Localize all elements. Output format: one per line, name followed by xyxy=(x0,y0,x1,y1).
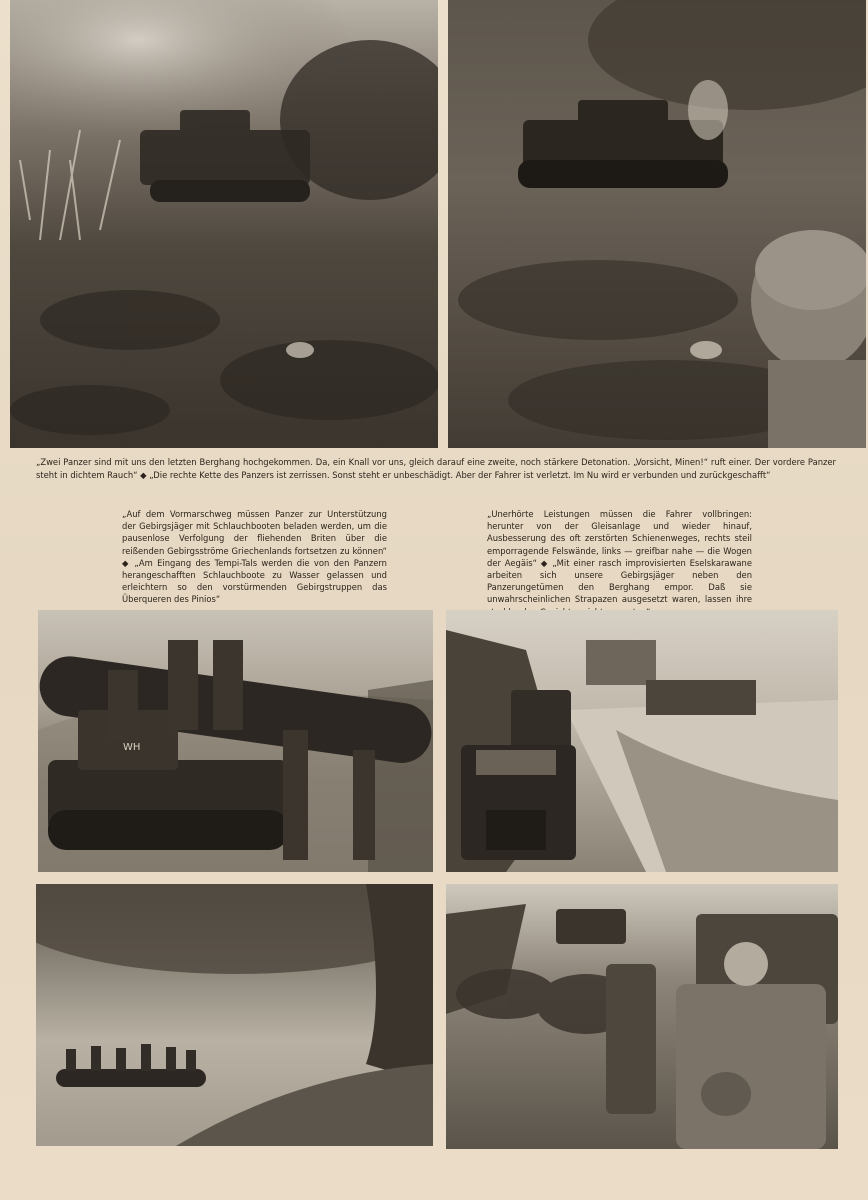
tank-marking: WH xyxy=(123,742,141,753)
photo-trucks-coast xyxy=(446,610,838,872)
photo-tank-smoke xyxy=(10,0,438,448)
photo-tank-boat xyxy=(38,610,433,872)
photo-river-boat xyxy=(36,884,433,1146)
photo-tank-damaged xyxy=(448,0,866,448)
photo-mule-caravan xyxy=(446,884,838,1149)
caption-left: „Auf dem Vormarschweg müssen Panzer zur Unterstützung der Gebirgsjäger mit Schlauchbooten beladen werden, um die pausenlose Verfolgung der fliehenden Briten über die reißenden Gebirgsströme Griechenlands fortsetzen zu können“ ◆ „Am Eingang des Tempi-Tals werden die von den Panzern herangeschafften Schlauchboote zu Wasser gelassen und erleichtern so den vorstürmenden Gebirgstruppen das Überqueren des Pinios“ xyxy=(122,509,387,605)
caption-right: „Unerhörte Leistungen müssen die Fahrer vollbringen: herunter von der Gleisanlage und wieder hinauf, Ausbesserung des oft zerstörten Schienenweges, rechts steil emporragende Felswände, links — greifbar nahe — die Wogen der Aegäis“ ◆ „Mit einer rasch improvisierten Eselskarawane arbeiten sich unsere Gebirgsjäger neben den Panzerungetümen den Berghang empor. Daß sie unwahrscheinlichen Strapazen ausgesetzt waren, lassen ihre xyxy=(487,509,752,605)
caption-top: „Zwei Panzer sind mit uns den letzten Berghang hochgekommen. Da, ein Knall vor uns, gleich darauf eine zweite, noch stärkere Detonation. „Vorsicht, Minen!“ ruft einer. Der vordere Panzer steht in dichtem Rauch“ ◆ „Die rechte Kette des Panzers ist zerrissen. Sonst steht er unbeschädigt. Aber der Fahrer ist verletzt. Im Nu wird er verbunden und zurückgeschafft“ xyxy=(36,457,836,480)
